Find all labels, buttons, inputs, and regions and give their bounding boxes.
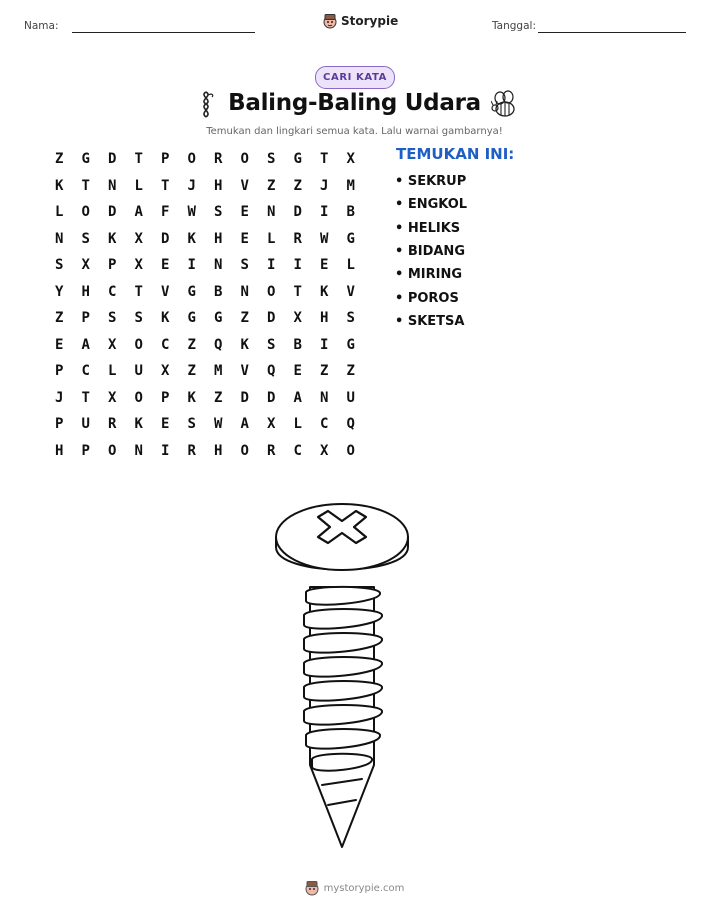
grid-letter[interactable]: O <box>134 389 143 406</box>
grid-letter[interactable]: G <box>346 336 355 353</box>
grid-letter[interactable]: H <box>214 442 223 459</box>
grid-letter[interactable]: M <box>346 177 355 194</box>
grid-letter[interactable]: K <box>320 283 329 300</box>
grid-letter[interactable]: H <box>55 442 64 459</box>
word-list-item: • SEKRUP <box>395 174 467 190</box>
grid-letter[interactable]: X <box>293 310 302 327</box>
grid-letter[interactable]: H <box>81 283 90 300</box>
grid-letter[interactable]: U <box>134 363 143 380</box>
grid-letter[interactable]: G <box>187 310 196 327</box>
grid-letter[interactable]: K <box>240 336 249 353</box>
letter-grid <box>46 146 364 464</box>
word-list-item: • POROS <box>395 290 459 306</box>
grid-letter[interactable]: H <box>214 177 223 194</box>
grid-letter[interactable]: E <box>161 416 170 433</box>
grid-letter[interactable]: L <box>108 363 117 380</box>
grid-letter[interactable]: I <box>161 442 170 459</box>
grid-letter[interactable]: S <box>81 230 90 247</box>
grid-letter[interactable]: O <box>240 151 249 168</box>
grid-letter[interactable]: J <box>320 177 329 194</box>
grid-letter[interactable]: N <box>108 177 117 194</box>
grid-letter[interactable]: Z <box>187 336 196 353</box>
grid-letter[interactable]: R <box>187 442 196 459</box>
grid-letter[interactable]: T <box>320 151 329 168</box>
grid-letter[interactable]: Z <box>55 151 64 168</box>
instructions: Temukan dan lingkari semua kata. Lalu warnai gambarnya! <box>206 126 503 137</box>
screw-icon <box>270 497 414 853</box>
footer-site[interactable]: mystorypie.com <box>323 882 405 894</box>
grid-letter[interactable]: S <box>346 310 355 327</box>
date-label: Tanggal: <box>492 20 536 32</box>
grid-letter[interactable]: X <box>108 336 117 353</box>
grid-letter[interactable]: K <box>108 230 117 247</box>
grid-letter[interactable]: C <box>108 283 117 300</box>
grid-letter[interactable]: I <box>187 257 196 274</box>
grid-letter[interactable]: T <box>81 389 90 406</box>
grid-letter[interactable]: E <box>240 204 249 221</box>
grid-letter[interactable]: B <box>214 283 223 300</box>
grid-letter[interactable]: X <box>134 257 143 274</box>
grid-letter[interactable]: P <box>161 151 170 168</box>
grid-letter[interactable]: O <box>240 442 249 459</box>
grid-letter[interactable]: I <box>267 257 276 274</box>
grid-letter[interactable]: V <box>240 363 249 380</box>
grid-letter[interactable]: A <box>134 204 143 221</box>
grid-letter[interactable]: W <box>187 204 196 221</box>
grid-letter[interactable]: Q <box>267 363 276 380</box>
grid-letter[interactable]: S <box>55 257 64 274</box>
grid-letter[interactable]: K <box>161 310 170 327</box>
grid-letter[interactable]: I <box>320 336 329 353</box>
grid-letter[interactable]: A <box>81 336 90 353</box>
grid-letter[interactable]: S <box>240 257 249 274</box>
grid-letter[interactable]: A <box>240 416 249 433</box>
grid-letter[interactable]: P <box>81 442 90 459</box>
grid-letter[interactable]: F <box>161 204 170 221</box>
grid-letter[interactable]: P <box>161 389 170 406</box>
grid-letter[interactable]: S <box>267 151 276 168</box>
grid-letter[interactable]: G <box>81 151 90 168</box>
grid-letter[interactable]: G <box>187 283 196 300</box>
word-list-title: TEMUKAN INI: <box>396 145 515 163</box>
footer <box>0 880 709 896</box>
grid-letter[interactable]: T <box>81 177 90 194</box>
grid-letter[interactable]: X <box>320 442 329 459</box>
grid-letter[interactable]: W <box>214 416 223 433</box>
grid-letter[interactable]: T <box>293 283 302 300</box>
grid-letter[interactable]: P <box>81 310 90 327</box>
grid-letter[interactable]: R <box>214 151 223 168</box>
grid-letter[interactable]: J <box>187 177 196 194</box>
name-line[interactable] <box>72 32 255 33</box>
grid-letter[interactable]: N <box>267 204 276 221</box>
grid-letter[interactable]: C <box>81 363 90 380</box>
grid-letter[interactable]: X <box>81 257 90 274</box>
grid-letter[interactable]: S <box>108 310 117 327</box>
grid-letter[interactable]: T <box>161 177 170 194</box>
grid-letter[interactable]: O <box>81 204 90 221</box>
grid-letter[interactable]: G <box>346 230 355 247</box>
storypie-mascot-icon <box>305 880 319 896</box>
grid-letter[interactable]: O <box>108 442 117 459</box>
grid-letter[interactable]: Z <box>267 177 276 194</box>
grid-letter[interactable]: L <box>55 204 64 221</box>
grid-letter[interactable]: S <box>134 310 143 327</box>
grid-letter[interactable]: N <box>320 389 329 406</box>
grid-letter[interactable]: I <box>320 204 329 221</box>
brand-logo <box>323 13 398 29</box>
grid-letter[interactable]: O <box>187 151 196 168</box>
grid-letter[interactable]: D <box>293 204 302 221</box>
grid-letter[interactable]: S <box>187 416 196 433</box>
date-line[interactable] <box>538 32 686 33</box>
bee-icon <box>491 90 519 120</box>
grid-letter[interactable]: D <box>161 230 170 247</box>
grid-letter[interactable]: E <box>55 336 64 353</box>
grid-letter[interactable]: X <box>108 389 117 406</box>
grid-letter[interactable]: T <box>134 283 143 300</box>
grid-letter[interactable]: Y <box>55 283 64 300</box>
grid-letter[interactable]: N <box>240 283 249 300</box>
grid-letter[interactable]: X <box>161 363 170 380</box>
grid-letter[interactable]: L <box>134 177 143 194</box>
grid-letter[interactable]: K <box>187 230 196 247</box>
grid-letter[interactable]: O <box>267 283 276 300</box>
grid-letter[interactable]: L <box>293 416 302 433</box>
grid-letter[interactable]: G <box>293 151 302 168</box>
grid-letter[interactable]: H <box>214 230 223 247</box>
grid-letter[interactable]: S <box>214 204 223 221</box>
word-list-item: • MIRING <box>395 267 463 283</box>
grid-letter[interactable]: G <box>214 310 223 327</box>
grid-letter[interactable]: U <box>81 416 90 433</box>
grid-letter[interactable]: J <box>55 389 64 406</box>
grid-letter[interactable]: R <box>108 416 117 433</box>
grid-letter[interactable]: Z <box>293 177 302 194</box>
grid-letter[interactable]: Q <box>346 416 355 433</box>
grid-letter[interactable]: V <box>346 283 355 300</box>
word-list <box>395 170 467 333</box>
grid-letter[interactable]: Z <box>187 363 196 380</box>
grid-letter[interactable]: E <box>240 230 249 247</box>
grid-letter[interactable]: P <box>108 257 117 274</box>
grid-letter[interactable]: C <box>320 416 329 433</box>
grid-letter[interactable]: A <box>293 389 302 406</box>
grid-letter[interactable]: B <box>346 204 355 221</box>
grid-letter[interactable]: T <box>134 151 143 168</box>
grid-letter[interactable]: D <box>108 204 117 221</box>
grid-letter[interactable]: P <box>55 416 64 433</box>
grid-letter[interactable]: O <box>346 442 355 459</box>
category-badge: CARI KATA <box>315 66 395 89</box>
grid-letter[interactable]: R <box>267 442 276 459</box>
grid-letter[interactable]: E <box>161 257 170 274</box>
grid-letter[interactable]: W <box>320 230 329 247</box>
grid-letter[interactable]: R <box>293 230 302 247</box>
grid-letter[interactable]: O <box>134 336 143 353</box>
grid-letter[interactable]: P <box>55 363 64 380</box>
grid-letter[interactable]: X <box>346 151 355 168</box>
grid-letter[interactable]: N <box>134 442 143 459</box>
grid-letter[interactable]: K <box>55 177 64 194</box>
grid-letter[interactable]: Z <box>240 310 249 327</box>
grid-letter[interactable]: S <box>267 336 276 353</box>
grid-letter[interactable]: E <box>320 257 329 274</box>
grid-letter[interactable]: I <box>293 257 302 274</box>
grid-letter[interactable]: K <box>187 389 196 406</box>
grid-letter[interactable]: C <box>161 336 170 353</box>
grid-letter[interactable]: D <box>267 389 276 406</box>
grid-letter[interactable]: D <box>267 310 276 327</box>
word-list-item: • SKETSA <box>395 313 465 329</box>
grid-letter[interactable]: C <box>293 442 302 459</box>
grid-letter[interactable]: E <box>293 363 302 380</box>
grid-letter[interactable]: V <box>161 283 170 300</box>
grid-letter[interactable]: Z <box>55 310 64 327</box>
grid-letter[interactable]: D <box>240 389 249 406</box>
brand-name: Storypie <box>341 14 399 28</box>
grid-letter[interactable]: Z <box>346 363 355 380</box>
grid-letter[interactable]: V <box>240 177 249 194</box>
word-list-item: • BIDANG <box>395 244 465 260</box>
grid-letter[interactable]: N <box>55 230 64 247</box>
grid-letter[interactable]: N <box>214 257 223 274</box>
grid-letter[interactable]: M <box>214 363 223 380</box>
grid-letter[interactable]: K <box>134 416 143 433</box>
name-label: Nama: <box>24 20 59 32</box>
grid-letter[interactable]: L <box>346 257 355 274</box>
word-list-item: • ENGKOL <box>395 197 468 213</box>
grid-letter[interactable]: X <box>267 416 276 433</box>
grid-letter[interactable]: Z <box>214 389 223 406</box>
grid-letter[interactable]: D <box>108 151 117 168</box>
grid-letter[interactable]: Q <box>214 336 223 353</box>
grid-letter[interactable]: L <box>267 230 276 247</box>
grid-letter[interactable]: U <box>346 389 355 406</box>
page-title: Baling-Baling Udara <box>228 90 481 116</box>
grid-letter[interactable]: H <box>320 310 329 327</box>
grid-letter[interactable]: Z <box>320 363 329 380</box>
word-list-item: • HELIKS <box>395 220 461 236</box>
storypie-mascot-icon <box>323 13 337 29</box>
grid-letter[interactable]: B <box>293 336 302 353</box>
grid-letter[interactable]: X <box>134 230 143 247</box>
